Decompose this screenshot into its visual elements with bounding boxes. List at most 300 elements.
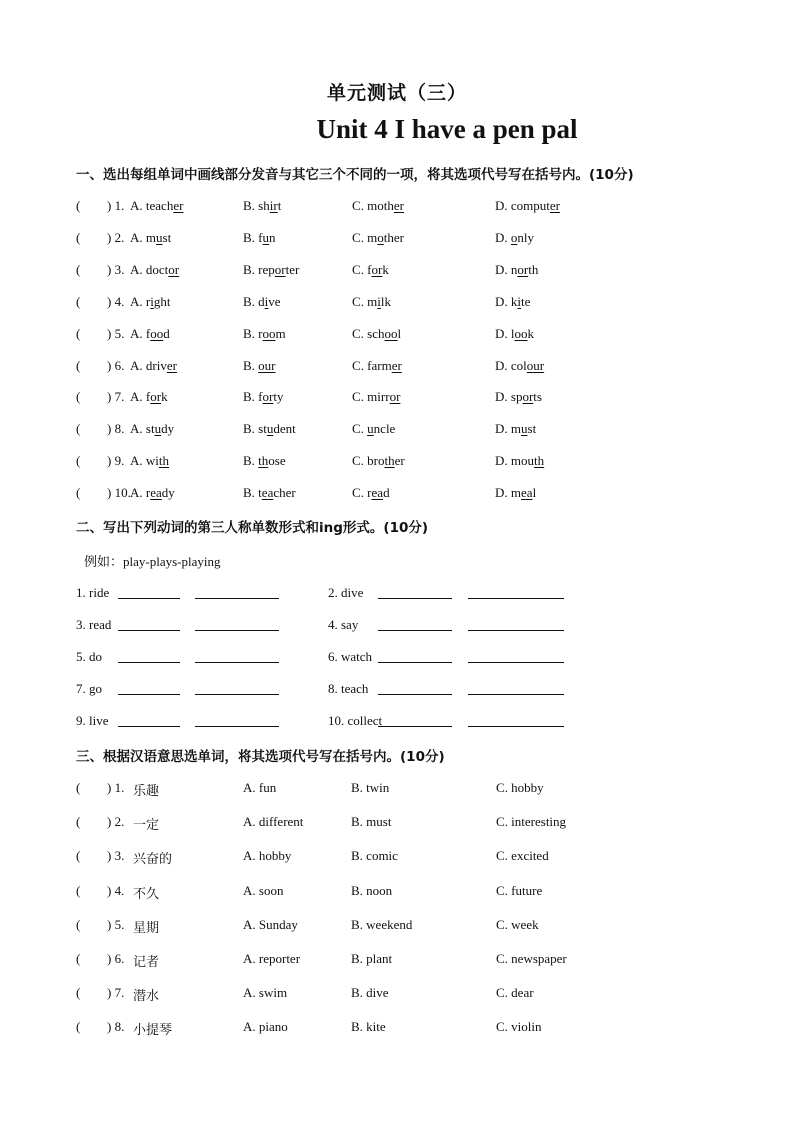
- answer-bracket: (: [76, 1019, 81, 1035]
- word-part: moth: [367, 198, 394, 213]
- word-part: dent: [273, 421, 296, 437]
- answer-bracket: (: [76, 882, 81, 898]
- option-label: D.: [495, 229, 508, 245]
- underlined-letters: i: [264, 293, 269, 309]
- option-label: D.: [495, 293, 508, 309]
- underlined-letters: ir: [269, 198, 278, 213]
- option-d: [495, 358, 544, 374]
- answer-bracket: (: [76, 357, 81, 373]
- question-number: ) 4.: [107, 293, 125, 309]
- word-part: rep: [258, 261, 275, 277]
- underlined-letters: or: [274, 261, 286, 277]
- underlined-letters: ea: [150, 485, 162, 501]
- option-a: A. piano: [243, 1019, 288, 1035]
- option-label: D.: [495, 261, 508, 277]
- word-part: t: [277, 198, 282, 213]
- word-part: m: [510, 421, 522, 437]
- verb-row: [76, 617, 776, 637]
- option-label: A.: [130, 261, 143, 277]
- section2-example: 例如：play-plays-playing: [84, 554, 221, 569]
- word-part: n: [510, 261, 518, 277]
- option-c: [352, 230, 404, 246]
- underlined-letters: ea: [261, 485, 274, 501]
- word-part: m: [367, 293, 378, 309]
- answer-bracket: (: [76, 421, 81, 437]
- word-part: f: [367, 261, 372, 277]
- word-part: r: [367, 485, 372, 501]
- question-number: ) 8.: [107, 1019, 125, 1035]
- answer-bracket: (: [76, 916, 81, 932]
- word-part: ther: [383, 229, 405, 245]
- option-a: A. reporter: [243, 951, 301, 966]
- section1-heading: 一、选出每组单词中画线部分发音与其它三个不同的一项，将其选项代号写在括号内。(10分): [76, 167, 634, 183]
- verb-row: [76, 649, 776, 669]
- underlined-letters: or: [371, 261, 383, 277]
- option-label: B.: [243, 261, 255, 277]
- option-label: C.: [352, 421, 364, 437]
- word-part: driv: [145, 357, 167, 373]
- section2-heading: 二、写出下列动词的第三人称单数形式和ing形式。(10分): [76, 520, 429, 536]
- option-b: [243, 294, 281, 310]
- option-a: [130, 389, 168, 405]
- option-label: D.: [495, 389, 508, 405]
- verb-left: 3. read: [76, 617, 112, 632]
- word-part: st: [162, 229, 172, 245]
- option-label: C.: [352, 357, 364, 373]
- word-part: te: [521, 293, 531, 309]
- question-row: [76, 848, 776, 868]
- option-label: B.: [243, 357, 255, 373]
- option-label: C.: [352, 325, 364, 341]
- question-number: ) 8.: [107, 421, 125, 437]
- word-part: r: [258, 325, 263, 341]
- option-b: B. weekend: [351, 916, 413, 932]
- answer-bracket: (: [76, 780, 81, 795]
- answer-blank: [118, 585, 180, 599]
- word-part: m: [145, 229, 157, 245]
- option-a: [130, 421, 174, 437]
- word-part: l: [397, 325, 402, 341]
- word-part: cher: [273, 485, 296, 501]
- option-label: D.: [495, 198, 508, 213]
- option-label: C.: [352, 453, 364, 469]
- chinese-meaning: 记者: [133, 955, 160, 970]
- word-part: lk: [380, 293, 392, 309]
- option-b: B. must: [351, 814, 392, 830]
- underlined-letters: i: [150, 293, 154, 309]
- answer-blank: [468, 681, 564, 695]
- question-row: [76, 814, 776, 834]
- answer-blank: [378, 681, 452, 695]
- option-c: C. newspaper: [496, 951, 567, 966]
- underlined-letters: th: [534, 453, 545, 469]
- word-part: ve: [268, 293, 281, 309]
- option-b: B. kite: [351, 1019, 386, 1035]
- option-label: C.: [352, 229, 364, 245]
- option-d: [495, 453, 544, 469]
- underlined-letters: u: [266, 421, 274, 437]
- answer-bracket: (: [76, 389, 81, 405]
- option-a: [130, 358, 177, 374]
- verb-right: 10. collect: [328, 713, 383, 728]
- word-part: k: [161, 389, 168, 405]
- word-part: sp: [510, 389, 523, 405]
- underlined-letters: o: [377, 229, 384, 245]
- section3-heading: 三、根据汉语意思选单词，将其选项代号写在括号内。(10分): [76, 749, 445, 765]
- option-label: A.: [130, 389, 143, 405]
- verb-row: [76, 713, 776, 733]
- verb-right: 2. dive: [328, 585, 364, 600]
- option-c: [352, 389, 400, 405]
- option-c: [352, 262, 389, 278]
- question-number: ) 7.: [107, 389, 125, 405]
- chinese-meaning: 一定: [133, 818, 160, 834]
- option-label: D.: [495, 485, 508, 501]
- underlined-letters: u: [262, 229, 270, 245]
- option-label: C.: [352, 485, 364, 501]
- word-part: st: [145, 421, 155, 437]
- word-part: k: [510, 293, 518, 309]
- underlined-letters: er: [393, 198, 405, 213]
- option-a: A. swim: [243, 985, 288, 1001]
- answer-blank: [118, 713, 180, 727]
- word-part: f: [258, 389, 263, 405]
- option-c: C. week: [496, 916, 539, 932]
- option-label: B.: [243, 453, 255, 469]
- option-b: B. comic: [351, 848, 398, 864]
- option-label: A.: [130, 357, 143, 373]
- answer-blank: [118, 649, 180, 663]
- option-b: B. plant: [351, 951, 393, 966]
- word-part: ts: [533, 389, 542, 405]
- question-number: ) 3.: [107, 261, 125, 277]
- option-label: A.: [130, 325, 143, 341]
- answer-blank: [378, 713, 452, 727]
- underlined-letters: oo: [514, 325, 528, 341]
- answer-blank: [468, 713, 564, 727]
- word-part: l: [532, 485, 537, 501]
- word-part: k: [382, 261, 389, 277]
- option-b: [243, 198, 281, 214]
- word-part: m: [510, 485, 522, 501]
- option-b: [243, 262, 299, 278]
- question-row: [76, 326, 776, 346]
- word-part: d: [163, 325, 170, 341]
- question-row: [76, 780, 776, 800]
- option-a: A. soon: [243, 882, 284, 898]
- answer-blank: [468, 585, 564, 599]
- word-part: k: [527, 325, 535, 341]
- underlined-letters: our: [526, 357, 545, 373]
- underlined-letters: ea: [371, 485, 384, 501]
- option-label: B.: [243, 229, 255, 245]
- word-part: ty: [273, 389, 284, 405]
- verb-left: 1. ride: [76, 585, 110, 600]
- underlined-letters: er: [391, 357, 402, 373]
- underlined-letters: u: [521, 421, 528, 437]
- underlined-letters: ea: [521, 485, 533, 501]
- option-a: [130, 453, 169, 469]
- option-c: [352, 358, 402, 374]
- underlined-letters: or: [168, 261, 180, 277]
- word-part: wi: [145, 453, 159, 469]
- question-number: ) 6.: [107, 951, 125, 966]
- option-c: [352, 198, 404, 214]
- answer-blank: [195, 681, 279, 695]
- answer-bracket: (: [76, 453, 81, 469]
- answer-bracket: (: [76, 198, 81, 213]
- option-d: [495, 485, 536, 501]
- page-title: Unit 4 I have a pen pal: [316, 114, 578, 144]
- option-label: B.: [243, 421, 255, 437]
- word-part: teach: [145, 198, 174, 213]
- option-label: D.: [495, 421, 508, 437]
- question-row: [76, 453, 776, 473]
- word-part: f: [145, 325, 151, 341]
- answer-blank: [378, 585, 452, 599]
- option-label: B.: [243, 485, 255, 501]
- option-label: D.: [495, 453, 508, 469]
- underlined-letters: or: [150, 389, 162, 405]
- question-number: ) 6.: [107, 357, 125, 373]
- word-part: m: [275, 325, 286, 341]
- question-number: ) 4.: [107, 882, 125, 898]
- option-label: B.: [243, 293, 255, 309]
- option-d: [495, 262, 538, 278]
- option-a: A. different: [243, 814, 304, 830]
- question-row: [76, 294, 776, 314]
- answer-bracket: (: [76, 814, 81, 830]
- page-subtitle: 单元测试（三）: [326, 82, 467, 104]
- question-number: ) 9.: [107, 453, 125, 469]
- option-b: [243, 230, 276, 246]
- answer-blank: [195, 617, 279, 631]
- word-part: st: [527, 421, 537, 437]
- word-part: ter: [285, 261, 300, 277]
- option-label: C.: [352, 293, 364, 309]
- underlined-letters: oo: [384, 325, 398, 341]
- question-row: [76, 421, 776, 441]
- word-part: col: [510, 357, 527, 373]
- option-a: [130, 485, 175, 501]
- underlined-letters: oo: [262, 325, 276, 341]
- question-number: ) 1.: [107, 780, 125, 795]
- question-row: [76, 985, 776, 1005]
- word-part: sh: [258, 198, 270, 213]
- word-part: l: [510, 325, 515, 341]
- word-part: r: [145, 293, 151, 309]
- option-d: [495, 389, 542, 405]
- verb-right: 6. watch: [328, 649, 373, 664]
- verb-left: 9. live: [76, 713, 109, 728]
- word-part: doct: [145, 261, 169, 277]
- underlined-letters: or: [522, 389, 534, 405]
- word-part: th: [528, 261, 539, 277]
- answer-blank: [378, 617, 452, 631]
- option-b: [243, 421, 296, 437]
- word-part: ncle: [373, 421, 396, 437]
- option-label: A.: [130, 293, 143, 309]
- option-c: C. violin: [496, 1019, 542, 1035]
- underlined-letters: our: [258, 357, 276, 373]
- answer-bracket: (: [76, 985, 81, 1001]
- question-number: ) 5.: [107, 916, 125, 932]
- option-label: B.: [243, 325, 255, 341]
- answer-bracket: (: [76, 229, 81, 245]
- option-b: [243, 485, 296, 501]
- underlined-letters: o: [510, 229, 518, 245]
- question-number: ) 7.: [107, 985, 125, 1001]
- word-part: t: [258, 485, 262, 501]
- option-d: [495, 198, 560, 214]
- question-row: [76, 1019, 776, 1039]
- answer-blank: [195, 649, 279, 663]
- option-label: B.: [243, 198, 255, 213]
- underlined-letters: er: [173, 198, 184, 213]
- option-a: A. hobby: [243, 848, 292, 864]
- answer-blank: [118, 681, 180, 695]
- underlined-letters: u: [156, 229, 163, 245]
- answer-blank: [378, 649, 452, 663]
- question-row: [76, 230, 776, 250]
- underlined-letters: i: [377, 293, 381, 309]
- word-part: d: [383, 485, 390, 501]
- question-row: [76, 485, 776, 505]
- question-number: ) 3.: [107, 848, 125, 864]
- answer-bracket: (: [76, 293, 81, 309]
- answer-bracket: (: [76, 848, 81, 864]
- answer-bracket: (: [76, 325, 81, 341]
- option-label: A.: [130, 229, 143, 245]
- word-part: ose: [268, 453, 286, 469]
- word-part: f: [258, 229, 263, 245]
- option-label: C.: [352, 389, 364, 405]
- answer-blank: [118, 617, 180, 631]
- verb-row: [76, 585, 776, 605]
- option-a: A. Sunday: [243, 916, 298, 932]
- word-part: nly: [517, 229, 535, 245]
- verb-right: 8. teach: [328, 681, 369, 696]
- option-c: [352, 421, 395, 437]
- answer-blank: [195, 713, 279, 727]
- option-c: C. dear: [496, 985, 534, 1001]
- option-b: B. dive: [351, 985, 389, 1001]
- option-label: C.: [352, 198, 364, 213]
- answer-blank: [195, 585, 279, 599]
- underlined-letters: or: [389, 389, 401, 405]
- option-b: [243, 389, 283, 405]
- word-part: n: [269, 229, 276, 245]
- word-part: dy: [161, 421, 175, 437]
- underlined-letters: er: [549, 198, 560, 213]
- word-part: m: [367, 229, 378, 245]
- chinese-meaning: 兴奋的: [133, 852, 173, 868]
- option-a: [130, 198, 183, 214]
- option-label: D.: [495, 325, 508, 341]
- word-part: farm: [367, 357, 392, 373]
- question-row: [76, 951, 776, 971]
- option-b: [243, 358, 276, 374]
- chinese-meaning: 不久: [133, 886, 160, 902]
- question-number: ) 2.: [107, 814, 125, 830]
- verb-left: 5. do: [76, 649, 102, 664]
- question-row: [76, 917, 776, 937]
- underlined-letters: th: [158, 453, 170, 469]
- word-part: st: [258, 421, 267, 437]
- option-c: [352, 326, 401, 342]
- option-label: B.: [243, 389, 255, 405]
- word-part: er: [394, 453, 405, 469]
- option-c: C. excited: [496, 848, 549, 864]
- option-c: C. interesting: [496, 814, 567, 830]
- option-b: [243, 326, 286, 342]
- chinese-meaning: 星期: [133, 920, 160, 936]
- option-label: C.: [352, 261, 364, 277]
- question-row: [76, 262, 776, 282]
- word-part: ght: [153, 293, 171, 309]
- option-d: [495, 230, 534, 246]
- option-d: [495, 421, 536, 437]
- option-label: A.: [130, 198, 143, 213]
- option-label: D.: [495, 357, 508, 373]
- option-label: A.: [130, 421, 143, 437]
- option-a: [130, 262, 179, 278]
- chinese-meaning: 潜水: [133, 989, 160, 1005]
- question-row: [76, 389, 776, 409]
- underlined-letters: oo: [150, 325, 164, 341]
- word-part: comput: [510, 198, 550, 213]
- underlined-letters: or: [517, 261, 529, 277]
- question-number: ) 2.: [107, 229, 125, 245]
- word-part: bro: [367, 453, 385, 469]
- option-d: [495, 294, 530, 310]
- option-b: [243, 453, 286, 469]
- option-c: [352, 453, 405, 469]
- answer-bracket: (: [76, 951, 81, 966]
- underlined-letters: i: [517, 293, 522, 309]
- option-a: [130, 326, 170, 342]
- word-part: mou: [510, 453, 535, 469]
- word-part: sch: [367, 325, 385, 341]
- option-a: [130, 294, 170, 310]
- word-part: d: [258, 293, 265, 309]
- verb-row: [76, 681, 776, 701]
- word-part: r: [145, 485, 151, 501]
- option-c: C. future: [496, 882, 543, 898]
- option-c: C. hobby: [496, 780, 544, 795]
- question-number: ) 10.: [107, 485, 131, 501]
- option-c: [352, 294, 391, 310]
- answer-bracket: (: [76, 261, 81, 277]
- option-a: A. fun: [243, 780, 277, 795]
- question-number: ) 1.: [107, 198, 125, 213]
- word-part: dy: [161, 485, 175, 501]
- option-b: B. twin: [351, 780, 390, 795]
- word-part: f: [145, 389, 151, 405]
- verb-left: 7. go: [76, 681, 102, 696]
- verb-right: 4. say: [328, 617, 359, 632]
- answer-blank: [468, 617, 564, 631]
- underlined-letters: th: [258, 453, 269, 469]
- underlined-letters: th: [384, 453, 395, 469]
- question-row: [76, 198, 776, 218]
- underlined-letters: u: [367, 421, 374, 437]
- option-label: A.: [130, 453, 143, 469]
- word-part: mirr: [367, 389, 390, 405]
- option-a: [130, 230, 171, 246]
- chinese-meaning: 小提琴: [133, 1023, 173, 1039]
- underlined-letters: er: [166, 357, 177, 373]
